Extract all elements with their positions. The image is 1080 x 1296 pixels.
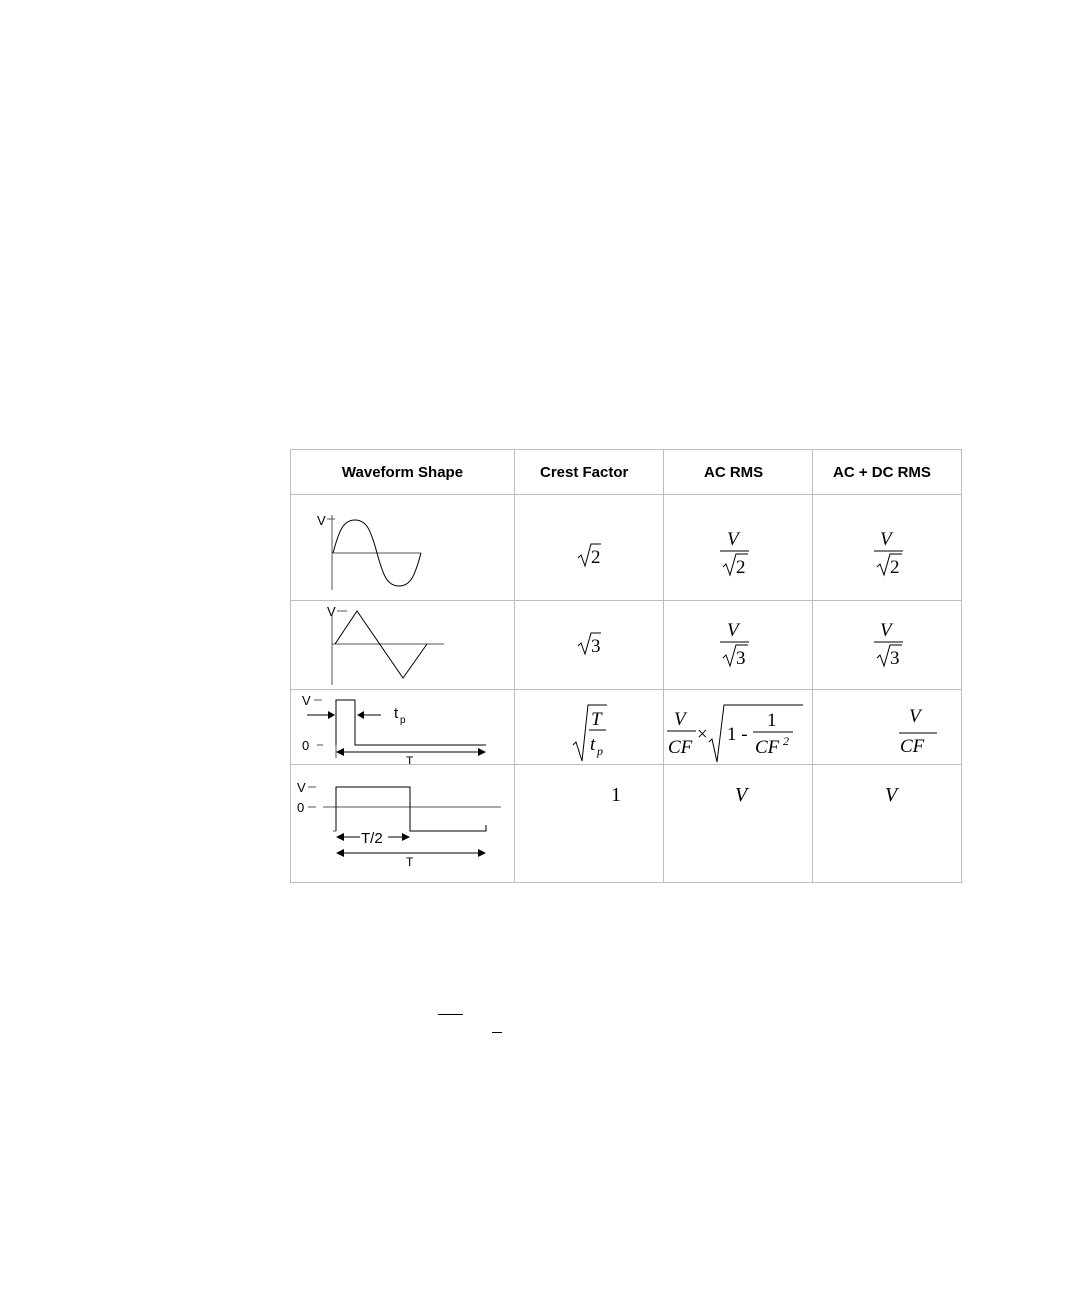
square-v-label: V	[297, 780, 306, 795]
pulse-crest-numerator: T	[591, 709, 602, 730]
triangle-ac-rms	[663, 601, 812, 689]
square-ac-dc-rms: V	[885, 783, 898, 806]
sine-ac-dc-rms-numerator: V	[880, 529, 892, 550]
sine-crest-radicand: 2	[591, 547, 601, 568]
sine-crest-factor	[514, 495, 663, 600]
pulse-ac-rms-one-minus: 1 -	[727, 724, 748, 745]
pulse-ac-dc-rms-numerator: V	[909, 706, 921, 727]
triangle-crest-radicand: 3	[591, 636, 601, 657]
square-period-label: T	[406, 855, 414, 869]
sine-ac-dc-rms-radicand: 2	[890, 557, 900, 578]
pulse-zero-label: 0	[302, 738, 310, 753]
square-crest-factor: 1	[611, 783, 621, 806]
pulse-crest-denominator: t	[590, 734, 596, 755]
pulse-ac-rms-numerator: V	[674, 709, 686, 730]
pulse-ac-rms-one: 1	[767, 710, 777, 731]
square-half-period-label: T/2	[361, 830, 383, 847]
pulse-waveform-diagram	[291, 690, 514, 764]
waveform-table	[290, 449, 962, 883]
pulse-ac-rms	[663, 690, 812, 764]
pulse-crest-factor	[514, 690, 663, 764]
triangle-ac-rms-radicand: 3	[736, 648, 746, 669]
pulse-ac-rms-cf: CF	[755, 737, 780, 758]
triangle-crest-factor	[514, 601, 663, 689]
triangle-v-label: V	[327, 604, 336, 619]
pulse-ac-dc-rms-denominator: CF	[900, 736, 925, 757]
triangle-ac-rms-numerator: V	[727, 620, 739, 641]
sine-v-label: V	[317, 513, 326, 528]
pulse-ac-dc-rms	[812, 690, 962, 764]
pulse-period-label: T	[406, 754, 414, 764]
pulse-tp-label: t	[394, 705, 399, 722]
header-crest-factor: Crest Factor	[540, 463, 629, 481]
rule-fragment	[492, 1032, 502, 1033]
rule-fragment	[438, 1014, 463, 1015]
pulse-ac-rms-exponent: 2	[783, 734, 789, 748]
sine-ac-rms-numerator: V	[727, 529, 739, 550]
pulse-tp-subscript: p	[400, 715, 406, 726]
header-waveform-shape: Waveform Shape	[341, 463, 464, 481]
pulse-ac-rms-denominator: CF	[668, 737, 693, 758]
pulse-crest-denominator-sub: p	[597, 744, 603, 758]
sine-waveform-diagram	[291, 495, 514, 600]
square-zero-label: 0	[297, 800, 305, 815]
pulse-ac-rms-times: ×	[697, 724, 708, 745]
triangle-ac-dc-rms-numerator: V	[880, 620, 892, 641]
square-waveform-diagram	[291, 765, 514, 883]
square-ac-rms: V	[735, 783, 748, 806]
header-ac-dc-rms: AC + DC RMS	[833, 463, 931, 481]
triangle-ac-dc-rms	[812, 601, 962, 689]
triangle-waveform-diagram	[291, 601, 514, 689]
sine-ac-rms	[663, 495, 812, 600]
sine-ac-dc-rms	[812, 495, 962, 600]
header-ac-rms: AC RMS	[704, 463, 764, 481]
pulse-v-label: V	[302, 693, 311, 708]
triangle-ac-dc-rms-radicand: 3	[890, 648, 900, 669]
sine-ac-rms-radicand: 2	[736, 557, 746, 578]
